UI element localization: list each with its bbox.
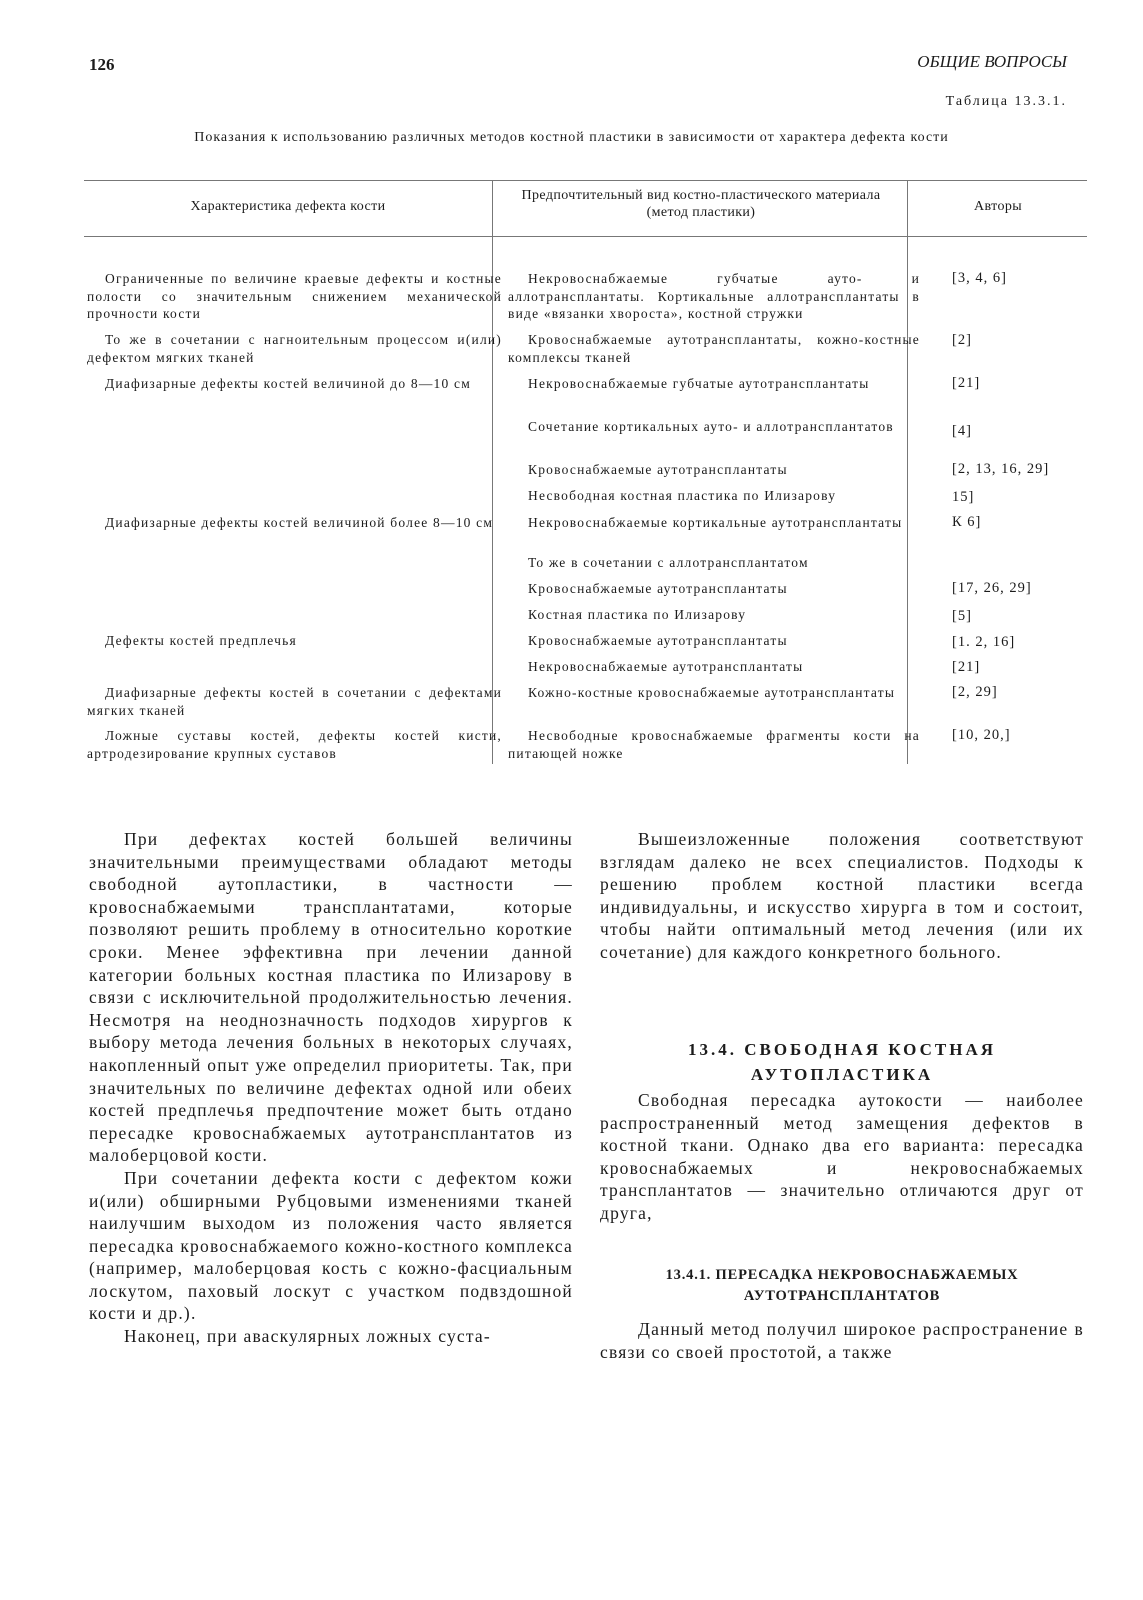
table-cell-authors: [5] — [952, 608, 972, 624]
paragraph: При сочетании дефекта кости с дефектом кожи и(или) обширными Рубцовыми изменениями тканей наилучшим выходом из положения часто является пересадка кровоснабжаемого кожно-костного комплекса (например, малоберцовая кость с кожно-фасциальным лоскутом, паховый лоскут с участком подвздошной кости и др.). — [89, 1167, 573, 1324]
table-cell-method: Кровоснабжаемые аутотрансплантаты — [528, 581, 788, 596]
table-cell-method: Костная пластика по Илизарову — [528, 607, 747, 622]
paragraph: Наконец, при аваскулярных ложных суста- — [124, 1326, 491, 1347]
table-cell-method: Некровоснабжаемые губчатые ауто- и аллотрансплантаты. Кортикальные аллотрансплантаты в виде «вязанки хвороста», костной стружки — [508, 271, 920, 321]
table-cell-authors: 15] — [952, 489, 975, 505]
paragraph: При дефектах костей большей величины значительными преимуществами обладают методы свободной аутопластики, в частности — кровоснабжаемыми трансплантатами, которые позволяют решить проблему в относительно короткие сроки. Менее эффективна при лечении данной категории больных костная пластика по Илизарову в связи с исключительной продолжительностью лечения. Несмотря на неоднозначность подходов хирургов к выбору метода лечения больных в некоторых случаях, накопленный опыт уже определил приоритеты. Так, при значительных по величине дефектах одной или обеих костей предплечья предпочтение может быть отдано пересадке кровоснабжаемых аутотрансплантатов из малоберцовой кости. — [89, 829, 573, 1166]
table-header-defect: Характеристика дефекта кости — [190, 199, 386, 214]
section-heading: 13.4. СВОБОДНАЯ КОСТНАЯ АУТОПЛАСТИКА — [687, 1040, 997, 1084]
table-cell-method: Несвободные кровоснабжаемые фрагменты кости на питающей ножке — [508, 728, 920, 761]
table-cell-authors: [17, 26, 29] — [952, 580, 1032, 596]
table-cell-authors: [10, 20,] — [952, 727, 1011, 743]
table-top-rule — [84, 180, 1087, 181]
table-cell-authors: [1. 2, 16] — [952, 634, 1016, 650]
table-cell-defect: Ложные суставы костей, дефекты костей кисти, артродезирование крупных суставов — [87, 728, 502, 761]
text-column-left — [89, 828, 573, 1348]
table-cell-method: Кровоснабжаемые аутотрансплантаты, кожно-костные комплексы тканей — [508, 332, 920, 365]
subsection-text — [600, 1318, 1084, 1363]
table-cell-authors: [3, 4, 6] — [952, 270, 1007, 286]
table-cell-method: Кровоснабжаемые аутотрансплантаты — [528, 462, 788, 477]
table-cell-method: Несвободная костная пластика по Илизарову — [528, 488, 837, 503]
table-header-authors: Авторы — [973, 199, 1023, 214]
table-column-rule — [492, 180, 493, 764]
table-cell-authors: [4] — [952, 423, 972, 439]
table-cell-authors: [21] — [952, 375, 981, 391]
table-cell-method: То же в сочетании с аллотрансплантатом — [528, 555, 809, 570]
table-cell-authors: К 6] — [952, 514, 982, 530]
table-cell-method: Кровоснабжаемые аутотрансплантаты — [528, 633, 788, 648]
subsection-heading: 13.4.1. ПЕРЕСАДКА НЕКРОВОСНАБЖАЕМЫХ АУТОТРАНСПЛАНТАТОВ — [665, 1267, 1019, 1304]
table-cell-defect: Диафизарные дефекты костей величиной до 8—10 см — [105, 376, 471, 391]
table-cell-authors: [2, 29] — [952, 684, 998, 700]
table-cell-defect: Диафизарные дефекты костей величиной более 8—10 см — [105, 515, 494, 530]
table-title: Показания к использованию различных методов костной пластики в зависимости от характера дефекта кости — [194, 130, 949, 145]
table-cell-defect: Диафизарные дефекты костей в сочетании с дефектами мягких тканей — [87, 685, 502, 718]
table-cell-method: Некровоснабжаемые аутотрансплантаты — [528, 659, 804, 674]
table-cell-method: Сочетание кортикальных ауто- и аллотрансплантатов — [528, 419, 894, 434]
table-cell-method: Кожно-костные кровоснабжаемые аутотрансплантаты — [528, 685, 896, 700]
running-head: ОБЩИЕ ВОПРОСЫ — [917, 52, 1067, 71]
text-column-right — [600, 828, 1084, 964]
table-header-method: Предпочтительный вид костно-пластического материала (метод пластики) — [521, 188, 881, 220]
table-cell-defect: То же в сочетании с нагноительным процессом и(или) дефектом мягких тканей — [87, 332, 502, 365]
table-cell-defect: Дефекты костей предплечья — [105, 633, 297, 648]
paragraph: Данный метод получил широкое распространение в связи со своей простотой, а также — [600, 1319, 1084, 1362]
table-cell-defect: Ограниченные по величине краевые дефекты и костные полости со значительным снижением механической прочности кости — [87, 271, 502, 321]
table-cell-authors: [21] — [952, 659, 981, 675]
table-label: Таблица 13.3.1. — [945, 94, 1067, 109]
table-cell-method: Некровоснабжаемые губчатые аутотрансплантаты — [528, 376, 870, 391]
paragraph: Вышеизложенные положения соответствуют взглядам далеко не всех специалистов. Подходы к решению проблем костной пластики всегда индивидуальны, и искусство хирурга в том и состоит, чтобы найти оптимальный метод лечения (или их сочетание) для каждого конкретного больного. — [600, 829, 1084, 962]
paragraph: Свободная пересадка аутокости — наиболее распространенный метод замещения дефектов в костной ткани. Однако два его варианта: пересадка кровоснабжаемых и некровоснабжаемых трансплантатов — значительно отличаются друг от друга, — [600, 1090, 1084, 1223]
table-cell-authors: [2] — [952, 332, 972, 348]
section-text — [600, 1089, 1084, 1225]
table-cell-method: Некровоснабжаемые кортикальные аутотрансплантаты — [528, 515, 903, 530]
page-number: 126 — [89, 55, 115, 74]
table-header-rule — [84, 236, 1087, 237]
table-cell-authors: [2, 13, 16, 29] — [952, 461, 1050, 477]
